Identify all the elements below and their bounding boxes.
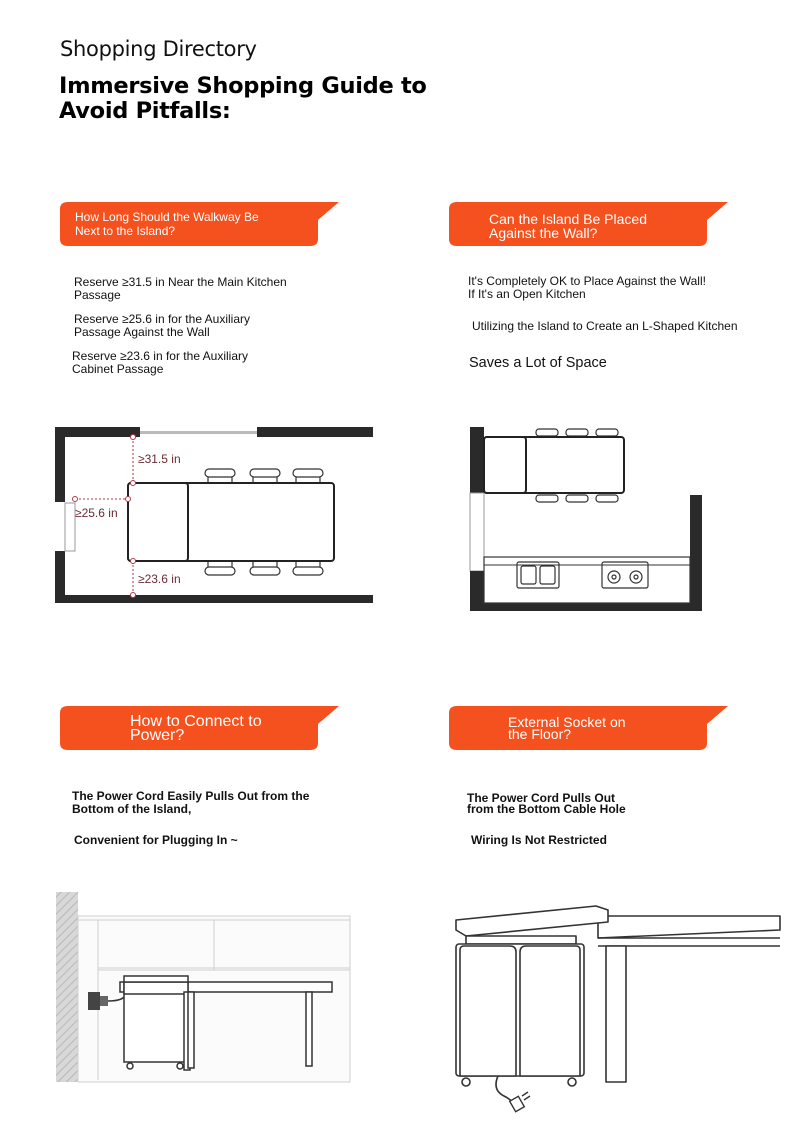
window-top bbox=[140, 431, 257, 434]
banner-walkway-length bbox=[60, 201, 338, 247]
island-cabinet bbox=[128, 483, 188, 561]
wall-right bbox=[690, 495, 702, 611]
walkway-floor-plan-diagram bbox=[55, 425, 375, 607]
wall-top-left bbox=[55, 427, 140, 437]
door-left bbox=[470, 493, 484, 571]
power-plugging-text: Convenient for Plugging In ~ bbox=[74, 833, 238, 847]
wall-bottom bbox=[470, 603, 702, 611]
power-cord-text: The Power Cord Easily Pulls Out from the Bottom of the Island, bbox=[72, 789, 310, 816]
floor-cable-hole-text: The Power Cord Pulls Out from the Bottom Cable Hole bbox=[467, 791, 626, 816]
wall-top-right bbox=[257, 427, 373, 437]
dim-main-passage: ≥31.5 in bbox=[138, 452, 181, 466]
wheel bbox=[568, 1078, 576, 1086]
chairs-bottom bbox=[205, 561, 323, 575]
cabinet-top bbox=[456, 906, 608, 936]
island-cabinet bbox=[484, 437, 526, 493]
wall-bottom bbox=[55, 595, 373, 603]
table-top bbox=[598, 916, 780, 938]
l-shaped-kitchen-diagram bbox=[468, 425, 708, 613]
banner-connect-power bbox=[60, 705, 338, 751]
power-connection-diagram bbox=[54, 890, 354, 1085]
banner-text: External Socket on the Floor? bbox=[508, 714, 626, 742]
banner-floor-socket bbox=[449, 705, 727, 751]
door-left bbox=[65, 503, 75, 551]
dim-cabinet-passage: ≥23.6 in bbox=[138, 572, 181, 586]
directory-title: Shopping Directory bbox=[60, 37, 257, 61]
floor-socket-diagram bbox=[448, 900, 784, 1115]
wheel bbox=[462, 1078, 470, 1086]
wall-left-upper bbox=[470, 427, 484, 493]
wall-l-shape-text: Utilizing the Island to Create an L-Shaped Kitchen bbox=[472, 319, 738, 333]
page-title: Immersive Shopping Guide to Avoid Pitfalls: bbox=[59, 73, 427, 124]
wall-saves-space-text: Saves a Lot of Space bbox=[469, 355, 607, 371]
walkway-auxiliary-wall-text: Reserve ≥25.6 in for the Auxiliary Passage Against the Wall bbox=[74, 312, 251, 339]
cabinet-rim bbox=[466, 936, 576, 944]
wall-section bbox=[56, 892, 78, 1082]
banner-text: How to Connect to Power? bbox=[130, 713, 262, 744]
banner-against-wall bbox=[449, 201, 727, 247]
counter bbox=[484, 557, 690, 603]
chairs-top bbox=[536, 429, 618, 436]
dim-wall-passage: ≥25.6 in bbox=[75, 506, 118, 520]
banner-text: How Long Should the Walkway Be Next to the Island? bbox=[75, 210, 259, 238]
wall-open-kitchen-text: It's Completely OK to Place Against the Wall! If It's an Open Kitchen bbox=[468, 274, 706, 301]
banner-text: Can the Island Be Placed Against the Wall? bbox=[489, 211, 647, 241]
cabinet-door-right bbox=[520, 946, 580, 1076]
wall-left-upper bbox=[55, 427, 65, 502]
floor-wiring-text: Wiring Is Not Restricted bbox=[471, 833, 607, 847]
plug-icon bbox=[510, 1092, 530, 1112]
cabinet-door-left bbox=[460, 946, 516, 1076]
chairs-bottom bbox=[536, 495, 618, 502]
table-leg bbox=[606, 946, 626, 1082]
wall-socket bbox=[88, 992, 100, 1010]
walkway-cabinet-passage-text: Reserve ≥23.6 in for the Auxiliary Cabinet Passage bbox=[72, 349, 249, 376]
chairs-top bbox=[205, 469, 323, 483]
walkway-main-passage-text: Reserve ≥31.5 in Near the Main Kitchen Passage bbox=[74, 275, 287, 302]
